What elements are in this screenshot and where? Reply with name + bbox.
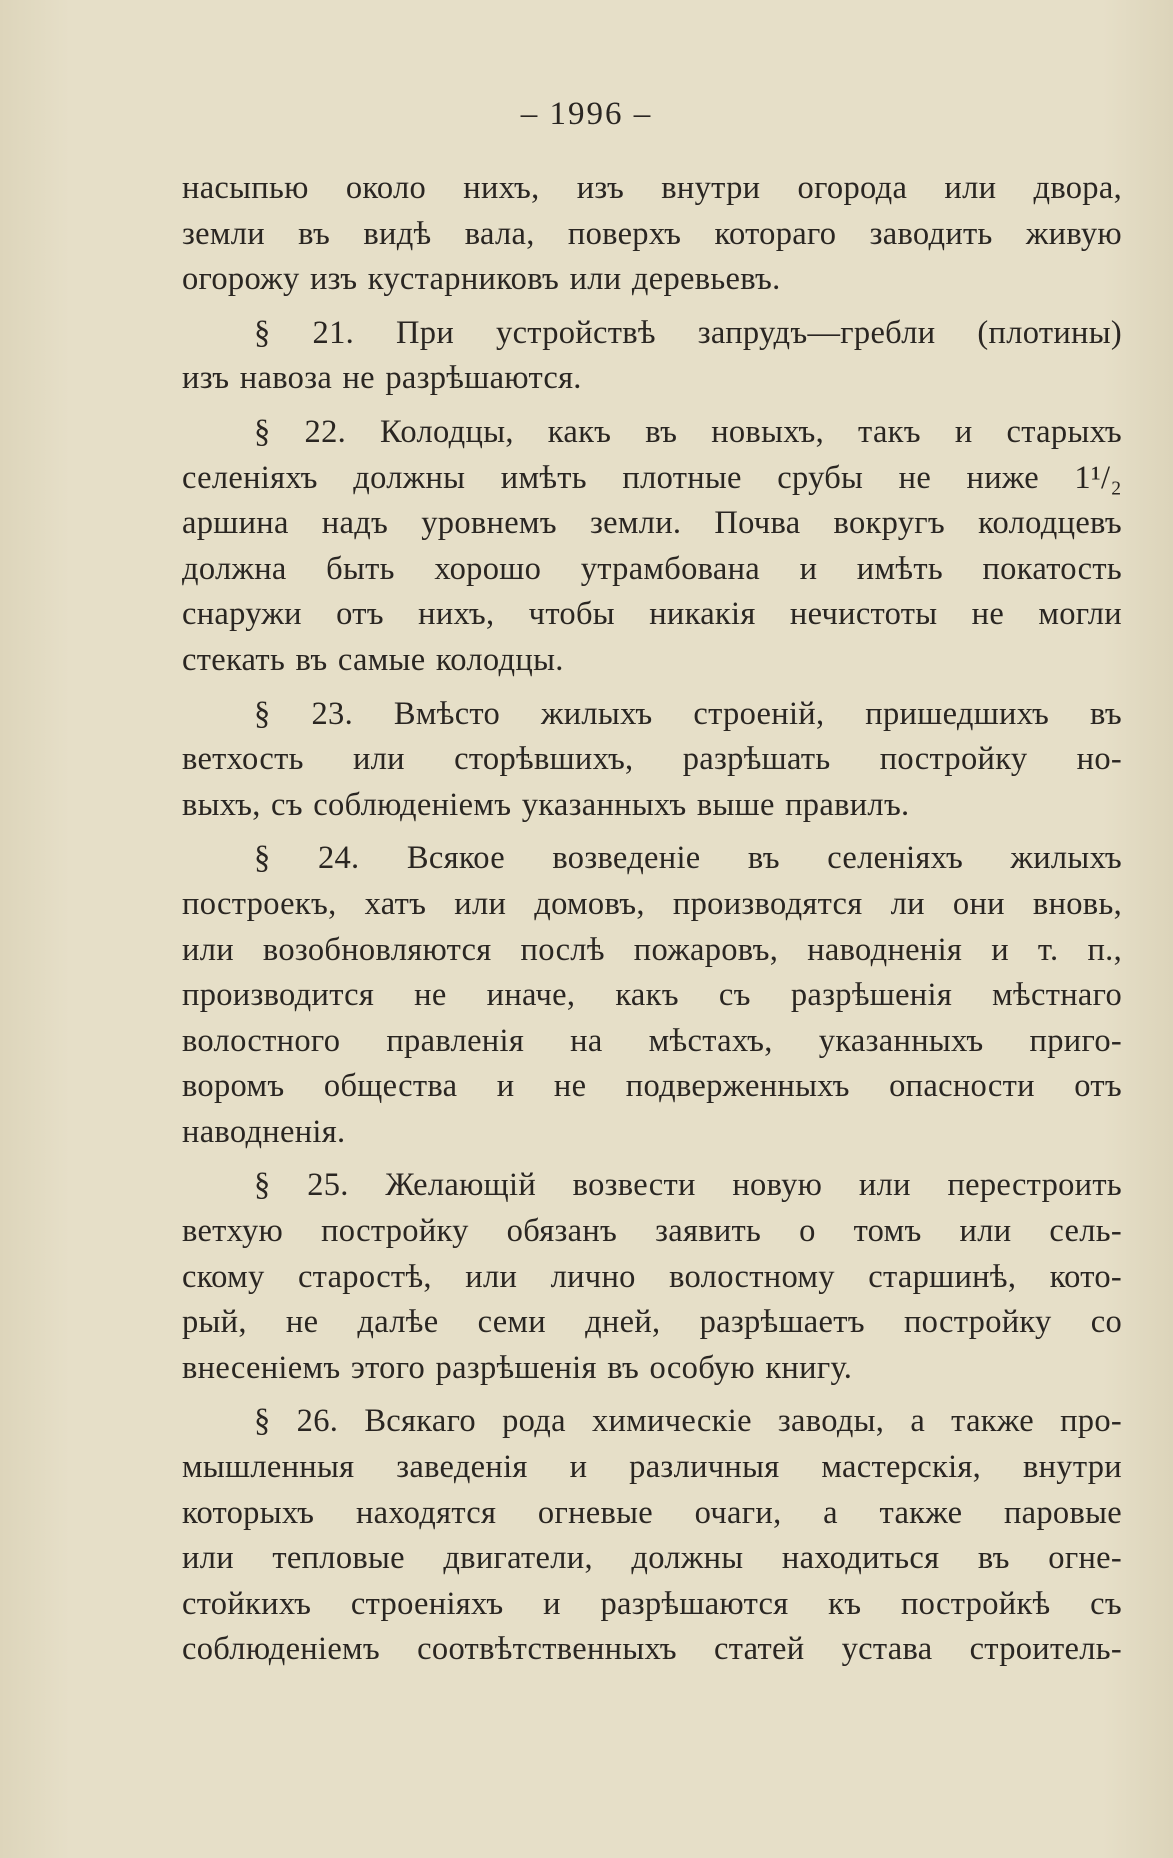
paragraph (182, 166, 1122, 303)
text-line: мышленныя заведенія и различныя мастерскія, внутри (182, 1449, 1122, 1486)
text-line: аршина надъ уровнемъ земли. Почва вокругъ колодцевъ (182, 505, 1122, 542)
text-line: рый, не далѣе семи дней, разрѣшаетъ постройку со (182, 1304, 1122, 1341)
text-line: стекать въ самые колодцы. (182, 641, 564, 678)
text-line: изъ навоза не разрѣшаются. (182, 360, 582, 397)
text-line: снаружи отъ нихъ, чтобы никакія нечистоты не могли (182, 596, 1122, 633)
text-line: § 24. Всякое возведеніе въ селеніяхъ жилыхъ (254, 840, 1122, 877)
text-line: § 22. Колодцы, какъ въ новыхъ, такъ и старыхъ (254, 413, 1122, 450)
text-line: наводненія. (182, 1113, 346, 1150)
text-line: волостного правленія на мѣстахъ, указанныхъ приго- (182, 1022, 1122, 1059)
text-line: стойкихъ строеніяхъ и разрѣшаются къ постройкѣ съ (182, 1585, 1122, 1622)
text-line: огорожу изъ кустарниковъ или деревьевъ. (182, 261, 781, 298)
text-line: § 25. Желающій возвести новую или перестроить (254, 1167, 1122, 1204)
text-line: воромъ общества и не подверженныхъ опасности отъ (182, 1068, 1122, 1105)
text-line: насыпью около нихъ, изъ внутри огорода или двора, (182, 170, 1122, 206)
text-line: § 21. При устройствѣ запрудъ—гребли (плотины) (254, 314, 1122, 351)
text-line: внесеніемъ этого разрѣшенія въ особую книгу. (182, 1349, 853, 1386)
text-line: § 26. Всякаго рода химическіе заводы, а также про- (254, 1403, 1122, 1440)
paragraph (182, 1399, 1122, 1673)
text-line: производится не иначе, какъ съ разрѣшенія мѣстнаго (182, 977, 1122, 1014)
text-line: соблюденіемъ соотвѣтственныхъ статей устава строитель- (182, 1631, 1122, 1668)
text-line: которыхъ находятся огневые очаги, а также паровые (182, 1494, 1122, 1531)
text-line: должна быть хорошо утрамбована и имѣть покатость (182, 550, 1122, 587)
text-line: земли въ видѣ вала, поверхъ котораго заводить живую (182, 215, 1122, 252)
text-line: § 23. Вмѣсто жилыхъ строеній, пришедшихъ въ (254, 695, 1122, 732)
text-line: выхъ, съ соблюденіемъ указанныхъ выше правилъ. (182, 786, 910, 823)
paragraph (182, 692, 1122, 829)
text-line: построекъ, хатъ или домовъ, производятся ли они вновь, (182, 885, 1122, 922)
page-number: – 1996 – (520, 96, 653, 132)
text-line: или тепловые двигатели, должны находиться въ огне- (182, 1540, 1122, 1577)
paragraph (182, 836, 1122, 1155)
text-line: ветхость или сторѣвшихъ, разрѣшать постройку но- (182, 741, 1122, 778)
paragraph (182, 1163, 1122, 1391)
text-line: ветхую постройку обязанъ заявить о томъ или сель- (182, 1213, 1122, 1250)
text-line: селеніяхъ должны имѣть плотные срубы не ниже 1¹/₂ (182, 459, 1122, 496)
paragraph (182, 410, 1122, 684)
body-text (182, 166, 1122, 1673)
paragraph (182, 311, 1122, 402)
text-line: или возобновляются послѣ пожаровъ, наводненія и т. п., (182, 931, 1122, 968)
text-line: скому старостѣ, или лично волостному старшинѣ, кото- (182, 1258, 1122, 1295)
